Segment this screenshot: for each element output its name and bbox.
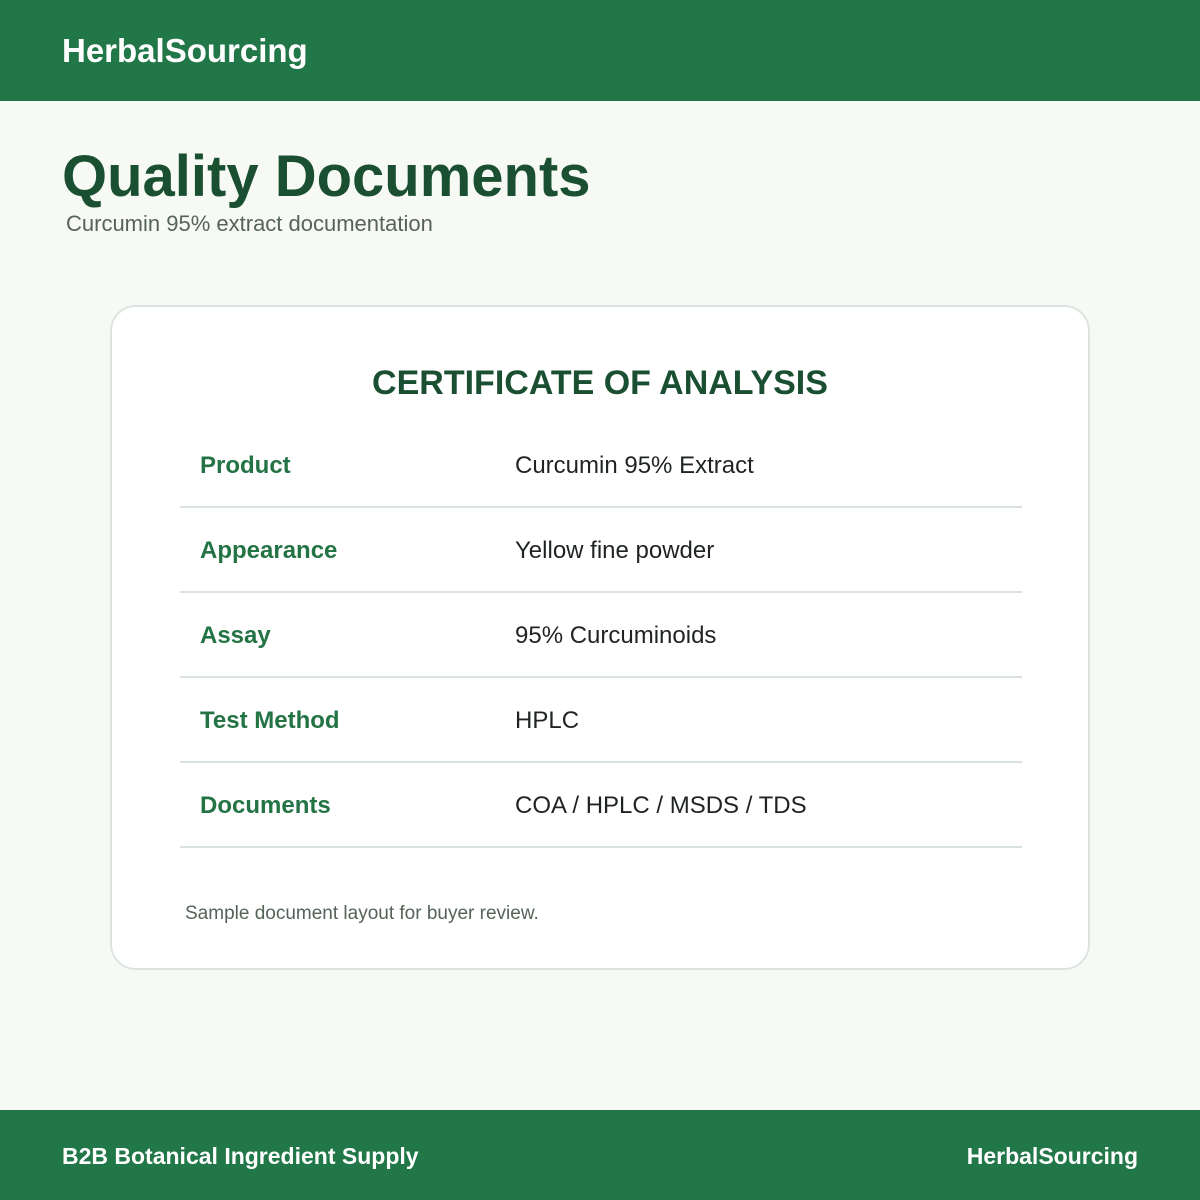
spec-row-assay — [180, 593, 1022, 678]
certificate-note: Sample document layout for buyer review. — [185, 903, 539, 924]
footer-bar — [0, 1110, 1200, 1200]
spec-label: Test Method — [200, 707, 340, 734]
spec-table — [180, 423, 1022, 848]
spec-value: Curcumin 95% Extract — [515, 452, 754, 479]
spec-row-test-method — [180, 678, 1022, 763]
spec-label: Appearance — [200, 537, 338, 564]
brand-logo-text[interactable]: HerbalSourcing — [62, 32, 308, 69]
spec-label: Documents — [200, 792, 331, 819]
top-header-bar — [0, 0, 1200, 101]
footer-tagline: B2B Botanical Ingredient Supply — [62, 1143, 419, 1169]
spec-value: Yellow fine powder — [515, 537, 715, 564]
spec-row-product — [180, 423, 1022, 508]
spec-row-appearance — [180, 508, 1022, 593]
spec-row-documents — [180, 763, 1022, 848]
footer-brand[interactable]: HerbalSourcing — [966, 1143, 1138, 1169]
page-subtitle: Curcumin 95% extract documentation — [66, 211, 433, 236]
spec-value: COA / HPLC / MSDS / TDS — [515, 792, 807, 819]
spec-value: 95% Curcuminoids — [515, 622, 717, 649]
certificate-title: CERTIFICATE OF ANALYSIS — [372, 364, 828, 402]
spec-label: Assay — [200, 622, 271, 649]
certificate-card — [110, 305, 1090, 970]
page-title: Quality Documents — [62, 144, 591, 209]
spec-value: HPLC — [515, 707, 580, 734]
spec-label: Product — [200, 452, 291, 479]
